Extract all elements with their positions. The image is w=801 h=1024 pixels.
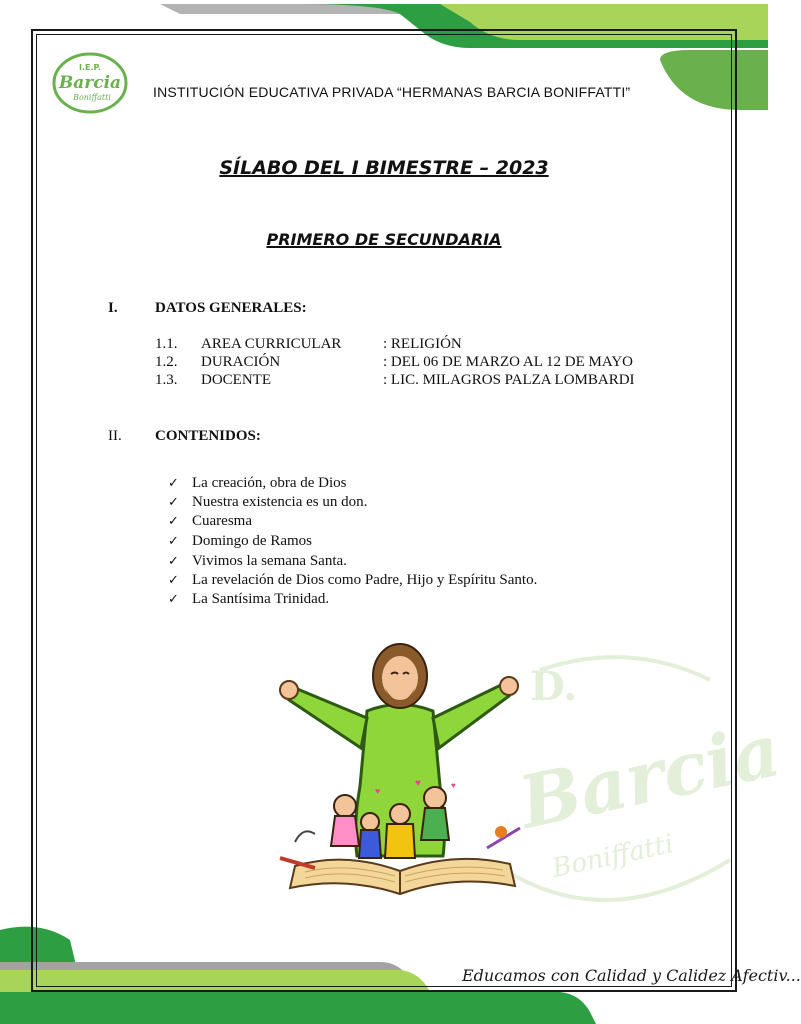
general-row-number: 1.1. — [155, 336, 178, 352]
checkmark-icon: ✓ — [168, 514, 179, 529]
svg-text:♥: ♥ — [375, 786, 381, 796]
jesus-with-children-illustration — [275, 636, 525, 908]
general-row-value: : DEL 06 DE MARZO AL 12 DE MAYO — [383, 354, 633, 370]
general-row-label: AREA CURRICULAR — [201, 336, 342, 352]
section-2-number: II. — [108, 428, 122, 444]
content-item: ✓ Domingo de Ramos — [168, 533, 312, 549]
section-1-title: DATOS GENERALES: — [155, 300, 307, 316]
general-row-value: : RELIGIÓN — [383, 336, 462, 352]
open-book — [290, 859, 515, 894]
checkmark-icon: ✓ — [168, 495, 179, 510]
school-logo — [52, 52, 128, 114]
content-item: ✓ La Santísima Trinidad. — [168, 591, 330, 607]
general-row-value: : LIC. MILAGROS PALZA LOMBARDI — [383, 372, 635, 388]
checkmark-icon: ✓ — [168, 554, 179, 569]
svg-text:Barcia: Barcia — [511, 707, 788, 845]
page-title: SÍLABO DEL I BIMESTRE – 2023 — [219, 157, 549, 179]
general-row-number: 1.2. — [155, 354, 178, 370]
checkmark-icon: ✓ — [168, 534, 179, 549]
section-1-number: I. — [108, 300, 118, 316]
svg-text:Boniffatti: Boniffatti — [73, 93, 111, 102]
content-item: ✓ La creación, obra de Dios — [168, 475, 347, 491]
svg-text:Boniffatti: Boniffatti — [549, 829, 677, 884]
general-row-label: DOCENTE — [201, 372, 271, 388]
content-item: ✓ Vivimos la semana Santa. — [168, 553, 347, 569]
checkmark-icon: ✓ — [168, 476, 179, 491]
content-item: ✓ La revelación de Dios como Padre, Hijo y Espíritu Santo. — [168, 572, 538, 588]
content-item: ✓ Cuaresma — [168, 513, 252, 529]
page-subtitle: PRIMERO DE SECUNDARIA — [266, 230, 502, 249]
svg-text:♥: ♥ — [451, 781, 456, 790]
institution-name: INSTITUCIÓN EDUCATIVA PRIVADA “HERMANAS BARCIA BONIFFATTI” — [153, 84, 631, 100]
general-row-label: DURACIÓN — [201, 354, 281, 370]
svg-text:Barcia: Barcia — [58, 73, 122, 93]
checkmark-icon: ✓ — [168, 573, 179, 588]
svg-text:I.E.P.: I.E.P. — [79, 63, 101, 72]
general-row-number: 1.3. — [155, 372, 178, 388]
content-item: ✓ Nuestra existencia es un don. — [168, 494, 368, 510]
svg-text:D.: D. — [530, 663, 578, 710]
checkmark-icon: ✓ — [168, 592, 179, 607]
svg-text:♥: ♥ — [415, 778, 421, 789]
footer-motto: Educamos con Calidad y Calidez Afectiv... — [462, 966, 801, 985]
section-2-title: CONTENIDOS: — [155, 428, 261, 444]
